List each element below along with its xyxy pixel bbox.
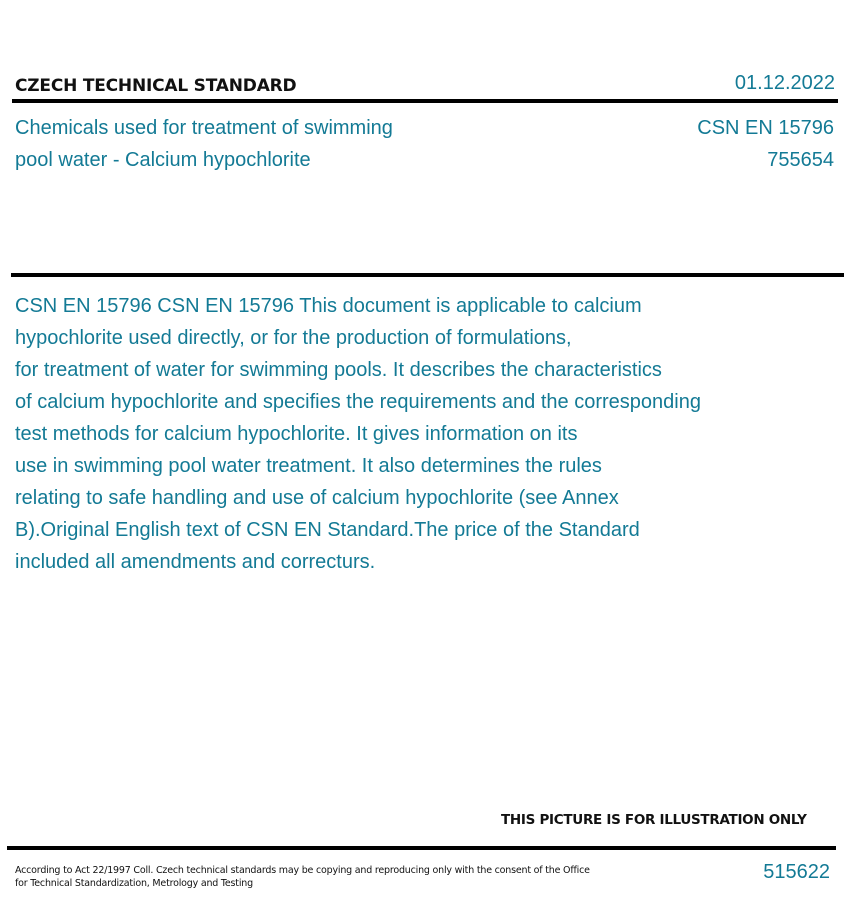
publication-date: 01.12.2022 bbox=[734, 72, 835, 94]
standard-code: CSN EN 15796 bbox=[697, 117, 834, 139]
standard-title-line-2: pool water - Calcium hypochlorite bbox=[15, 149, 311, 171]
section-rule bbox=[11, 273, 844, 277]
header-rule bbox=[12, 99, 838, 103]
description-line: of calcium hypochlorite and specifies the requirements and the corresponding bbox=[15, 391, 701, 413]
legal-notice-line: According to Act 22/1997 Coll. Czech technical standards may be copying and reproducing only with the consent of the Office bbox=[15, 865, 590, 876]
description-line: for treatment of water for swimming pools. It describes the characteristics bbox=[15, 359, 662, 381]
description-line: hypochlorite used directly, or for the production of formulations, bbox=[15, 327, 572, 349]
legal-notice bbox=[15, 864, 590, 890]
description-line: test methods for calcium hypochlorite. It gives information on its bbox=[15, 423, 578, 445]
legal-notice-line: for Technical Standardization, Metrology and Testing bbox=[15, 878, 253, 889]
catalog-number: 755654 bbox=[767, 149, 834, 171]
description-line: relating to safe handling and use of calcium hypochlorite (see Annex bbox=[15, 487, 619, 509]
document-category: CZECH TECHNICAL STANDARD bbox=[15, 76, 297, 96]
standard-title-line-1: Chemicals used for treatment of swimming bbox=[15, 117, 393, 139]
footer-number: 515622 bbox=[763, 861, 830, 883]
description-line: B).Original English text of CSN EN Standard.The price of the Standard bbox=[15, 519, 640, 541]
description-line: CSN EN 15796 CSN EN 15796 This document is applicable to calcium bbox=[15, 295, 642, 317]
illustration-note: THIS PICTURE IS FOR ILLUSTRATION ONLY bbox=[501, 812, 807, 828]
description-line: included all amendments and correcturs. bbox=[15, 551, 376, 573]
standard-description bbox=[15, 290, 815, 578]
description-line: use in swimming pool water treatment. It also determines the rules bbox=[15, 455, 602, 477]
footer-rule bbox=[7, 846, 836, 850]
